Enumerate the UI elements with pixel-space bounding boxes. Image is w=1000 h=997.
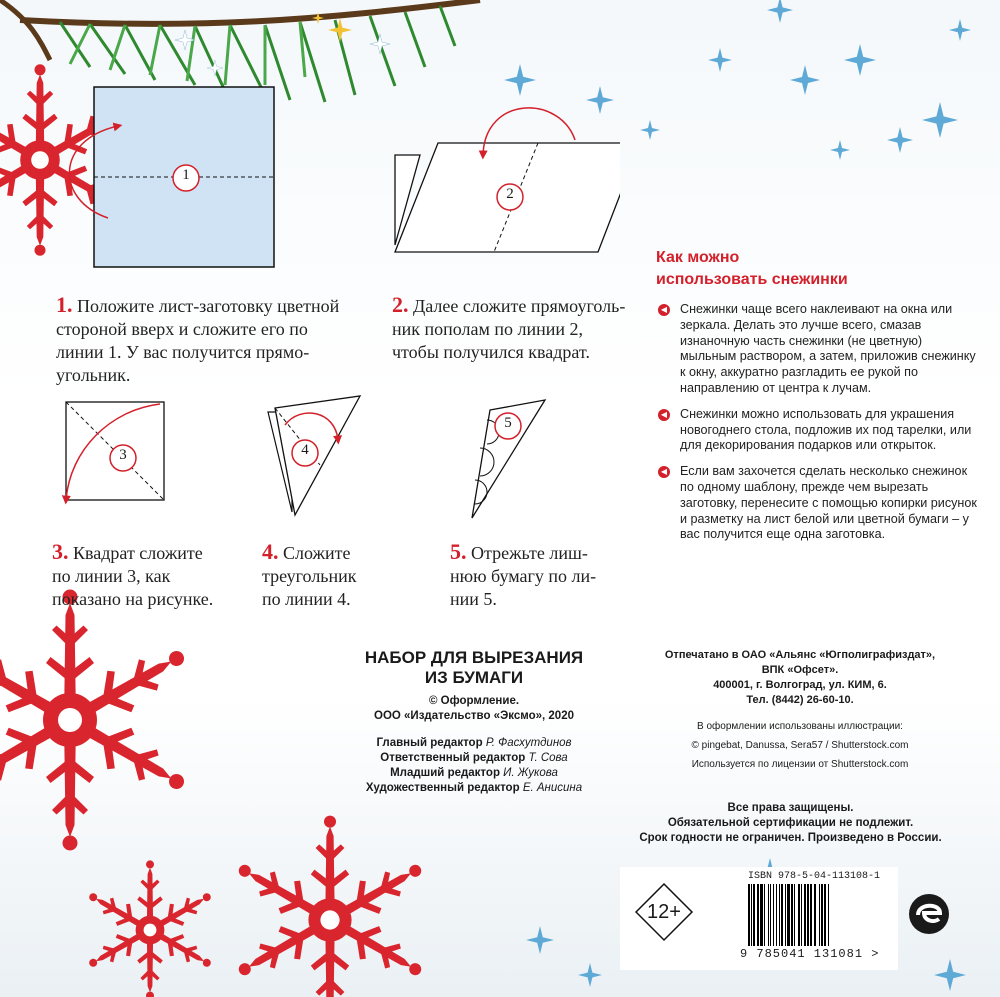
rights-line: Срок годности не ограничен. Произведено в России. [639,832,942,844]
age-rating: 12+ [647,901,681,923]
editor-line: Художественный редактор Е. Анисина [365,782,583,794]
barcode-bar [760,884,763,946]
diagram-label-3: 3 [119,447,127,463]
howto-item: ◀ Снежинки чаще всего наклеивают на окна или зеркала. Делать это лучше всего, смазав изнаночную часть снежинки (не цветную) мыльным раствором, а затем, приложив снежинку к окну, аккуратно разгладить ее рукой по направлению от центра к лучам. [658,302,978,397]
barcode-bar [798,884,800,946]
diagram-step-1 [69,87,274,267]
barcode-bar [753,884,755,946]
step-2-text: 2. Далее сложите прямоуголь- ник пополам по линии 2, чтобы получился квадрат. [392,292,626,362]
barcode-bar [824,884,826,946]
step-4-text: 4. Сложите треугольник по линии 4. [262,539,357,609]
diagram-label-1: 1 [182,167,190,183]
publisher-logo [908,893,950,935]
barcode-digits: 9 785041 131081 > [740,947,880,961]
barcode-bar [757,884,759,946]
diagram-label-2: 2 [506,186,514,202]
printer-line: Тел. (8442) 26-60-10. [746,694,854,706]
diagram-step-2 [395,108,620,252]
design-credit: © Оформление. [428,695,520,707]
barcode-bar [807,884,809,946]
bullet-arrow-icon: ◀ [658,304,670,316]
barcode-bar [770,884,771,946]
barcode-bar [801,884,802,946]
step-5-text: 5. Отрежьте лиш- нюю бумагу по ли- нии 5. [450,539,597,609]
barcode-bar [828,884,829,946]
printer-line: Отпечатано в ОАО «Альянс «Югполиграфиздат», [664,649,936,661]
barcode-bar [821,884,823,946]
kit-title: НАБОР ДЛЯ ВЫРЕЗАНИЯ ИЗ БУМАГИ [364,648,584,687]
barcode-bar [794,884,795,946]
bullet-arrow-icon: ◀ [658,466,670,478]
isbn: ISBN 978-5-04-113108-1 [748,871,881,882]
illustrations-line: Используется по лицензии от Shutterstock.com [691,759,909,770]
barcode-bar [779,884,780,946]
rights-line: Все права защищены. [727,802,854,814]
diagram-label-5: 5 [504,415,512,431]
barcode-bar [781,884,783,946]
barcode-bar [751,884,752,946]
step-1-text: 1. Положите лист-заготовку цветной стороной вверх и сложите его по линии 1. У вас получится прямо- угольник. [56,292,340,385]
barcode-bar [804,884,806,946]
illustrations-line: © pingebat, Danussa, Sera57 / Shutterstock.com [691,740,909,751]
howto-title: Как можно использовать снежинки [656,249,848,288]
howto-item: ◀ Снежинки можно использовать для украшения новогоднего стола, подложив их под тарелки, или для декорирования подарков или открыток. [658,407,978,454]
illustrations-line: В оформлении использованы иллюстрации: [697,721,903,732]
barcode-bar [787,884,790,946]
barcode-bar [791,884,793,946]
barcode [746,884,886,946]
publisher: ООО «Издательство «Эксмо», 2020 [374,710,574,722]
rights-line: Обязательной сертификации не подлежит. [667,817,914,829]
howto-item: ◀ Если вам захочется сделать несколько снежинок по одному шаблону, прежде чем вырезать заготовку, перенесите с помощью копирки рисунок и разметку на лист белой или цветной бумаги – у вас получится еще одна заготовка. [658,464,978,543]
editor-line: Младший редактор И. Жукова [390,767,558,779]
barcode-bar [814,884,816,946]
barcode-bar [785,884,786,946]
bullet-arrow-icon: ◀ [658,409,670,421]
step-3-text: 3. Квадрат сложите по линии 3, как показано на рисунке. [52,539,214,609]
barcode-bar [810,884,812,946]
diagram-label-4: 4 [301,442,309,458]
howto-list [658,302,978,553]
printer-line: 400001, г. Волгоград, ул. КИМ, 6. [713,679,887,691]
printer-line: ВПК «Офсет». [761,664,839,676]
diagram-step-4 [268,396,360,515]
barcode-bar [748,884,750,946]
barcode-bar [776,884,777,946]
barcode-bar [768,884,769,946]
editor-line: Главный редактор Р. Фасхутдинов [376,737,572,749]
barcode-bar [819,884,820,946]
barcode-bar [773,884,774,946]
editor-line: Ответственный редактор Т. Сова [380,752,568,764]
barcode-bar [764,884,765,946]
